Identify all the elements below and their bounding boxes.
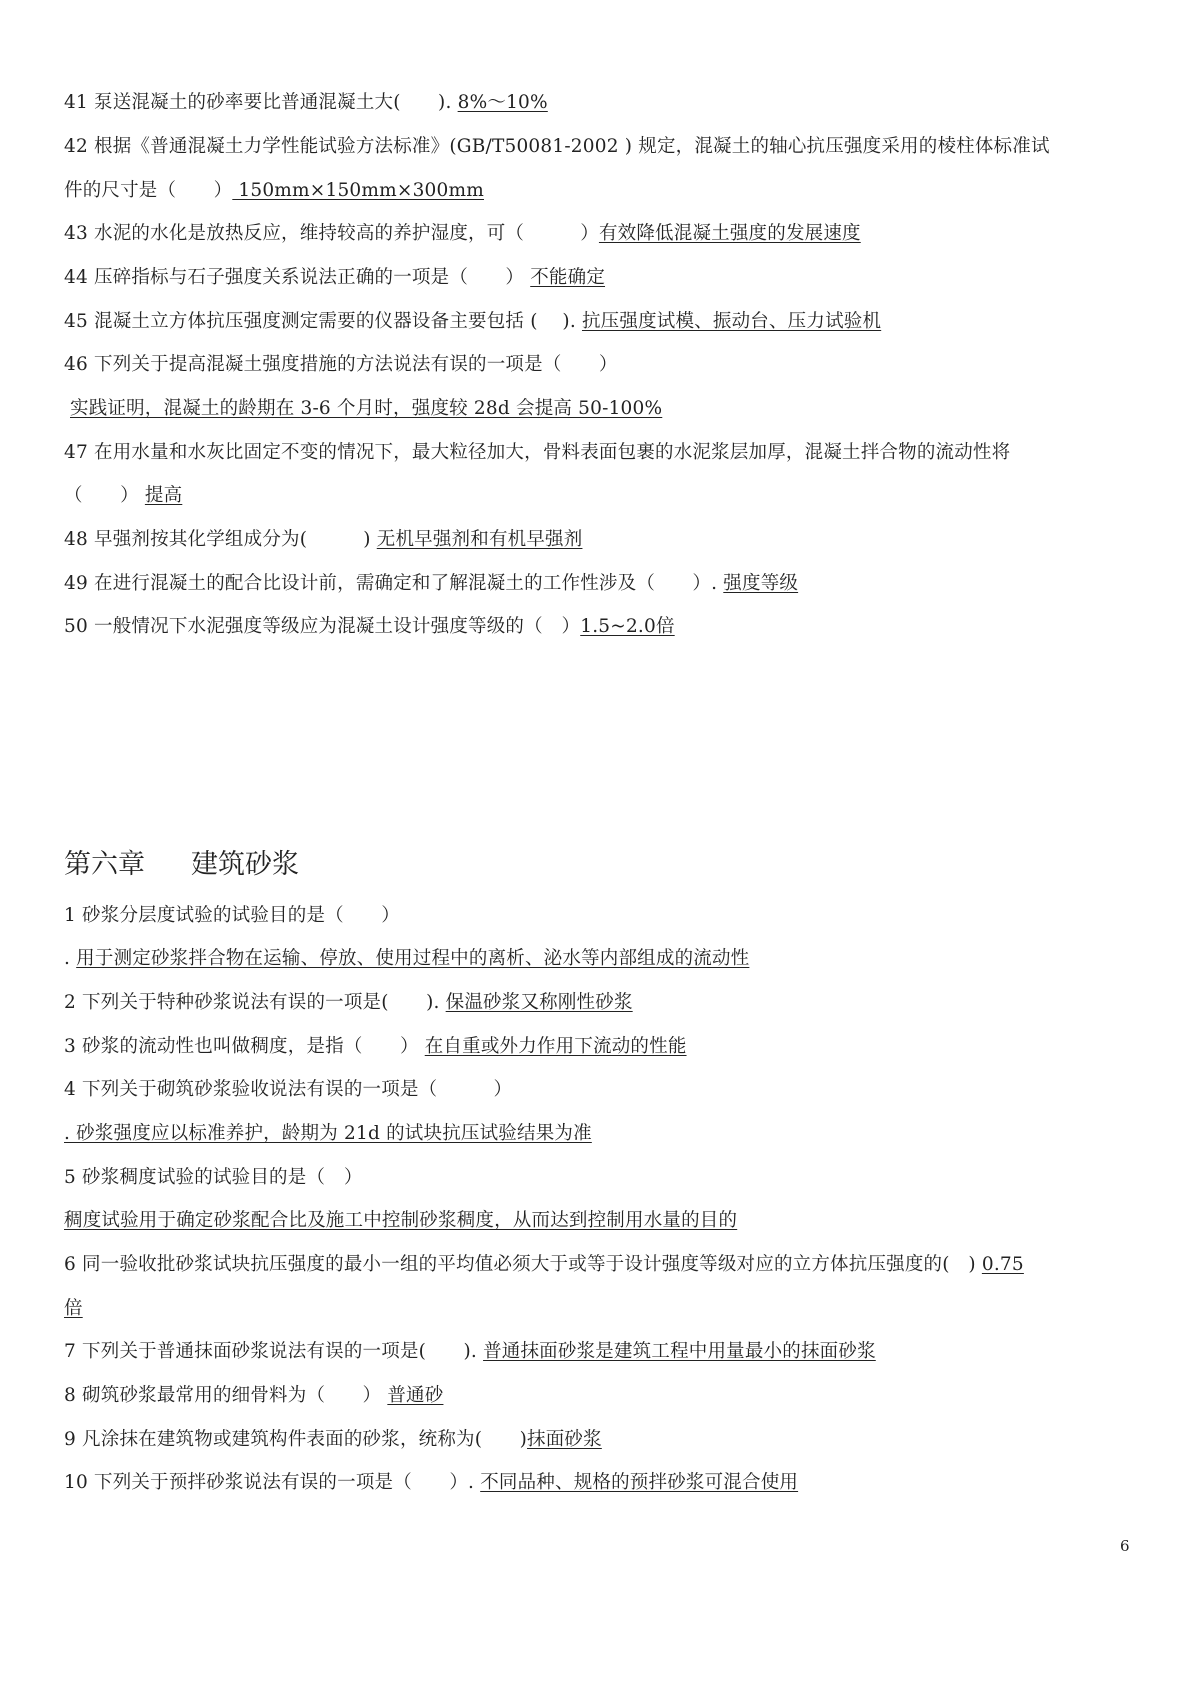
question-9 bbox=[64, 1427, 1144, 1453]
answer-text: 150mm×150mm×300mm bbox=[232, 180, 484, 201]
question-2 bbox=[64, 990, 1144, 1016]
answer-text: 普通抹面砂浆是建筑工程中用量最小的抹面砂浆 bbox=[483, 1341, 876, 1362]
question-47 bbox=[64, 440, 1144, 466]
question-text: 48 早强剂按其化学组成分为( ) bbox=[64, 529, 377, 550]
question-text: （ ） bbox=[64, 485, 145, 506]
question-50 bbox=[64, 614, 1144, 640]
chapter-heading bbox=[64, 847, 299, 883]
question-text: 4 下列关于砌筑砂浆验收说法有误的一项是（ ） bbox=[64, 1079, 513, 1100]
question-47-continued bbox=[64, 483, 1144, 509]
answer-text: 无机早强剂和有机早强剂 bbox=[376, 529, 583, 550]
question-10 bbox=[64, 1470, 1144, 1496]
question-5-answer bbox=[64, 1208, 1144, 1234]
answer-text: 保温砂浆又称刚性砂浆 bbox=[445, 992, 633, 1013]
answer-text: 强度等级 bbox=[723, 573, 799, 594]
question-1-answer bbox=[64, 946, 1144, 972]
question-text: 43 水泥的水化是放热反应，维持较高的养护湿度，可（ ） bbox=[64, 223, 599, 244]
question-text: 3 砂浆的流动性也叫做稠度，是指（ ） bbox=[64, 1036, 425, 1057]
question-6 bbox=[64, 1252, 1144, 1278]
answer-text: 抗压强度试模、振动台、压力试验机 bbox=[581, 311, 882, 332]
question-text: 8 砌筑砂浆最常用的细骨料为（ ） bbox=[64, 1385, 388, 1406]
answer-text: 用于测定砂浆拌合物在运输、停放、使用过程中的离析、泌水等内部组成的流动性 bbox=[76, 948, 750, 969]
question-48 bbox=[64, 527, 1144, 553]
answer-text: 8%～10% bbox=[457, 92, 548, 113]
answer-text: 不同品种、规格的预拌砂浆可混合使用 bbox=[480, 1472, 799, 1493]
question-text: 6 同一验收批砂浆试块抗压强度的最小一组的平均值必须大于或等于设计强度等级对应的立方体抗压强度的( ) bbox=[64, 1254, 982, 1275]
question-text: 45 混凝土立方体抗压强度测定需要的仪器设备主要包括 ( ). bbox=[64, 311, 582, 332]
answer-text: 倍 bbox=[64, 1298, 83, 1319]
question-text: 46 下列关于提高混凝土强度措施的方法说法有误的一项是（ ） bbox=[64, 354, 618, 375]
question-text: . bbox=[64, 948, 77, 969]
question-6-continued bbox=[64, 1296, 1144, 1322]
question-text: 9 凡涂抹在建筑物或建筑构件表面的砂浆，统称为( ) bbox=[64, 1429, 527, 1450]
question-42-continued bbox=[64, 178, 1144, 204]
answer-text: 不能确定 bbox=[530, 267, 606, 288]
question-46-answer bbox=[70, 396, 1150, 422]
question-text: 49 在进行混凝土的配合比设计前，需确定和了解混凝土的工作性涉及（ ）. bbox=[64, 573, 724, 594]
answer-text: 在自重或外力作用下流动的性能 bbox=[424, 1036, 687, 1057]
question-3 bbox=[64, 1034, 1144, 1060]
question-text: 5 砂浆稠度试验的试验目的是（ ） bbox=[64, 1167, 363, 1188]
answer-text: 1.5~2.0倍 bbox=[580, 616, 675, 637]
question-text: 10 下列关于预拌砂浆说法有误的一项是（ ）. bbox=[64, 1472, 481, 1493]
question-49 bbox=[64, 571, 1144, 597]
question-43 bbox=[64, 221, 1144, 247]
answer-text: 实践证明，混凝土的龄期在 3-6 个月时，强度较 28d 会提高 50-100% bbox=[70, 398, 663, 419]
answer-text: 抹面砂浆 bbox=[527, 1429, 602, 1450]
question-text: 41 泵送混凝土的砂率要比普通混凝土大( ). bbox=[64, 92, 458, 113]
answer-text: 0.75 bbox=[981, 1254, 1024, 1275]
question-text: 50 一般情况下水泥强度等级应为混凝土设计强度等级的（ ） bbox=[64, 616, 581, 637]
question-4-answer bbox=[64, 1121, 1144, 1147]
question-46 bbox=[64, 352, 1144, 378]
chapter-number: 第六章 bbox=[64, 849, 145, 880]
question-text: 47 在用水量和水灰比固定不变的情况下，最大粒径加大，骨料表面包裹的水泥浆层加厚，混凝土拌合物的流动性将 bbox=[64, 442, 1011, 463]
answer-text: 有效降低混凝土强度的发展速度 bbox=[598, 223, 861, 244]
answer-text: 提高 bbox=[144, 485, 183, 506]
answer-text: 稠度试验用于确定砂浆配合比及施工中控制砂浆稠度，从而达到控制用水量的目的 bbox=[64, 1210, 738, 1231]
chapter-title: 建筑砂浆 bbox=[191, 849, 299, 880]
question-4 bbox=[64, 1077, 1144, 1103]
page-number: 6 bbox=[1120, 1537, 1130, 1555]
question-8 bbox=[64, 1383, 1144, 1409]
question-text: 7 下列关于普通抹面砂浆说法有误的一项是( ). bbox=[64, 1341, 484, 1362]
question-44 bbox=[64, 265, 1144, 291]
question-41 bbox=[64, 90, 1144, 116]
question-1 bbox=[64, 903, 1144, 929]
answer-text: . 砂浆强度应以标准养护，龄期为 21d 的试块抗压试验结果为准 bbox=[64, 1123, 592, 1144]
question-7 bbox=[64, 1339, 1144, 1365]
question-text: 件的尺寸是（ ） bbox=[64, 180, 233, 201]
question-5 bbox=[64, 1165, 1144, 1191]
question-text: 44 压碎指标与石子强度关系说法正确的一项是（ ） bbox=[64, 267, 531, 288]
answer-text: 普通砂 bbox=[387, 1385, 444, 1406]
question-text: 1 砂浆分层度试验的试验目的是（ ） bbox=[64, 905, 400, 926]
question-text: 42 根据《普通混凝土力学性能试验方法标准》(GB/T50081-2002 ) 规定，混凝土的轴心抗压强度采用的棱柱体标准试 bbox=[64, 136, 1050, 157]
question-text: 2 下列关于特种砂浆说法有误的一项是( ). bbox=[64, 992, 446, 1013]
question-45 bbox=[64, 309, 1144, 335]
question-42 bbox=[64, 134, 1144, 160]
